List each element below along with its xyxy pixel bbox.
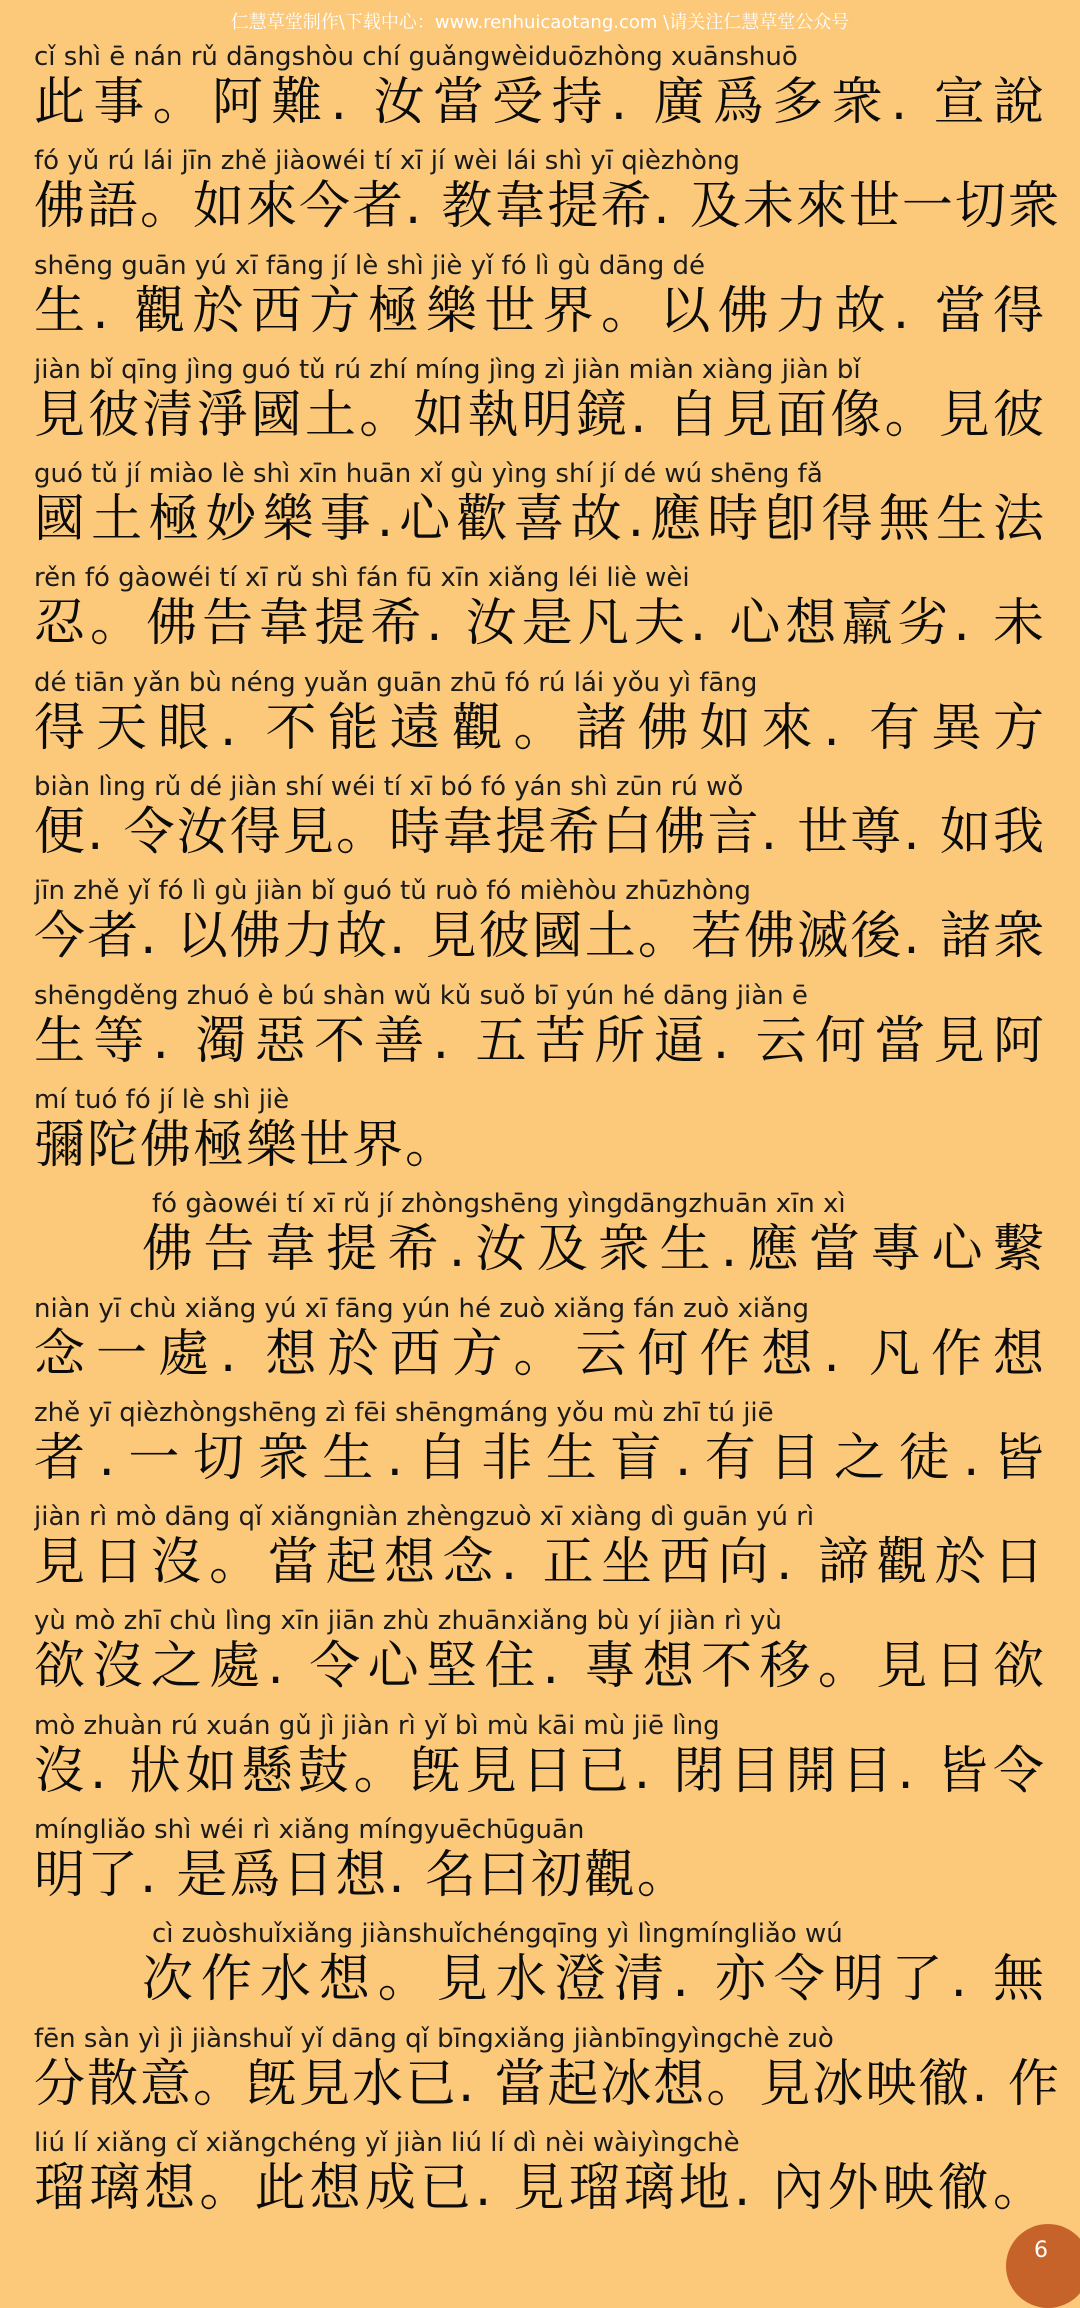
text-line [34, 146, 1061, 250]
text-line [34, 2128, 1046, 2232]
hanzi-row: 今者. 以佛力故. 見彼國土。若佛滅後. 諸衆 [34, 907, 1046, 967]
text-line [34, 2023, 1061, 2128]
text-line [34, 1189, 1046, 1293]
scripture-page [34, 42, 1061, 2232]
text-line [34, 1815, 1046, 1919]
pinyin-row: zhě yī qièzhòngshēng zì fēi shēngmáng yǒu mù zhī tú jiē [34, 1397, 774, 1428]
hanzi-row: 者.一切衆生.自非生盲.有目之徒.皆 [34, 1428, 1046, 1488]
text-line [34, 1606, 1046, 1710]
hanzi-row: 欲沒之處. 令心堅住. 專想不移。見日欲 [34, 1637, 1046, 1697]
text-line [34, 563, 1046, 667]
text-line [34, 668, 1046, 772]
text-line [34, 1502, 1046, 1606]
text-line [34, 1398, 1046, 1502]
page-number-badge: 6 [1006, 2224, 1080, 2308]
text-line [34, 459, 1046, 563]
pinyin-row: míngliǎo shì wéi rì xiǎng míngyuēchūguān [34, 1815, 585, 1846]
pinyin-row: cì zuòshuǐxiǎng jiànshuǐchéngqīng yì lìngmíngliǎo wú [152, 1919, 843, 1950]
pinyin-row: jiàn rì mò dāng qǐ xiǎngniàn zhèngzuò xī xiàng dì guān yú rì [34, 1502, 815, 1533]
pinyin-row: shēngděng zhuó è bú shàn wǔ kǔ suǒ bī yún hé dāng jiàn ē [34, 980, 808, 1011]
hanzi-row: 生等. 濁惡不善. 五苦所逼. 云何當見阿 [34, 1011, 1046, 1071]
pinyin-row: liú lí xiǎng cǐ xiǎngchéng yǐ jiàn liú lí dì nèi wàiyìngchè [34, 2127, 740, 2158]
text-line [34, 251, 1046, 355]
hanzi-row: 明了. 是爲日想. 名曰初觀。 [34, 1846, 690, 1906]
pinyin-row: niàn yī chù xiǎng yú xī fāng yún hé zuò xiǎng fán zuò xiǎng [34, 1293, 809, 1324]
site-header: 仁慧草堂制作\下载中心：www.renhuicaotang.com \请关注仁慧草堂公众号 [230, 12, 850, 33]
text-line [34, 1294, 1046, 1398]
pinyin-row: rěn fó gàowéi tí xī rǔ shì fán fū xīn xiǎng léi liè wèi [34, 563, 690, 594]
hanzi-row: 生. 觀於西方極樂世界。以佛力故. 當得 [34, 281, 1046, 341]
hanzi-row: 次作水想。見水澄清. 亦令明了. 無 [142, 1950, 1046, 2010]
hanzi-row: 此事。阿難. 汝當受持. 廣爲多衆. 宣說 [34, 73, 1046, 132]
hanzi-row: 國土極妙樂事.心歡喜故.應時卽得無生法 [34, 490, 1046, 550]
hanzi-row: 忍。佛告韋提希. 汝是凡夫. 心想羸劣. 未 [34, 594, 1046, 654]
text-line [34, 42, 1046, 146]
text-line [34, 355, 1046, 459]
hanzi-row: 佛語。如來今者. 教韋提希. 及未來世一切衆 [34, 177, 1061, 237]
text-line [34, 1085, 1046, 1189]
hanzi-row: 見彼清淨國土。如執明鏡. 自見面像。見彼 [34, 385, 1046, 445]
pinyin-row: mò zhuàn rú xuán gǔ jì jiàn rì yǐ bì mù kāi mù jiē lìng [34, 1710, 720, 1741]
pinyin-row: fó yǔ rú lái jīn zhě jiàowéi tí xī jí wèi lái shì yī qièzhòng [34, 146, 740, 177]
text-line [34, 772, 1046, 876]
hanzi-row: 沒. 狀如懸鼓。旣見日已. 閉目開目. 皆令 [34, 1741, 1046, 1801]
pinyin-row: jiàn bǐ qīng jìng guó tǔ rú zhí míng jìng zì jiàn miàn xiàng jiàn bǐ [34, 354, 861, 385]
pinyin-row: jīn zhě yǐ fó lì gù jiàn bǐ guó tǔ ruò fó mièhòu zhūzhòng [34, 876, 751, 907]
hanzi-row: 佛告韋提希.汝及衆生.應當專心繫 [142, 1220, 1046, 1280]
pinyin-row: shēng guān yú xī fāng jí lè shì jiè yǐ fó lì gù dāng dé [34, 250, 706, 281]
hanzi-row: 見日沒。當起想念. 正坐西向. 諦觀於日 [34, 1533, 1046, 1593]
pinyin-row: biàn lìng rǔ dé jiàn shí wéi tí xī bó fó yán shì zūn rú wǒ [34, 772, 744, 803]
text-line [34, 1919, 1046, 2023]
text-line [34, 876, 1046, 980]
pinyin-row: guó tǔ jí miào lè shì xīn huān xǐ gù yìng shí jí dé wú shēng fǎ [34, 459, 823, 490]
pinyin-row: yù mò zhī chù lìng xīn jiān zhù zhuānxiǎng bù yí jiàn rì yù [34, 1606, 782, 1637]
pinyin-row: mí tuó fó jí lè shì jiè [34, 1084, 290, 1115]
pinyin-row: fó gàowéi tí xī rǔ jí zhòngshēng yìngdāngzhuān xīn xì [152, 1189, 846, 1220]
hanzi-row: 彌陀佛極樂世界。 [34, 1115, 459, 1175]
hanzi-row: 念一處. 想於西方。云何作想. 凡作想 [34, 1324, 1046, 1384]
text-line [34, 981, 1046, 1085]
hanzi-row: 得天眼. 不能遠觀。諸佛如來. 有異方 [34, 698, 1046, 758]
text-line [34, 1711, 1046, 1815]
pinyin-row: cǐ shì ē nán rǔ dāngshòu chí guǎngwèiduōzhòng xuānshuō [34, 42, 798, 72]
hanzi-row: 分散意。旣見水已. 當起冰想。見冰映徹. 作 [34, 2054, 1061, 2114]
hanzi-row: 便. 令汝得見。時韋提希白佛言. 世尊. 如我 [34, 803, 1046, 863]
pinyin-row: fēn sàn yì jì jiànshuǐ yǐ dāng qǐ bīngxiǎng jiànbīngyìngchè zuò [34, 2023, 834, 2054]
hanzi-row: 瑠璃想。此想成已. 見瑠璃地. 內外映徹。 [34, 2158, 1046, 2218]
pinyin-row: dé tiān yǎn bù néng yuǎn guān zhū fó rú lái yǒu yì fāng [34, 667, 758, 698]
